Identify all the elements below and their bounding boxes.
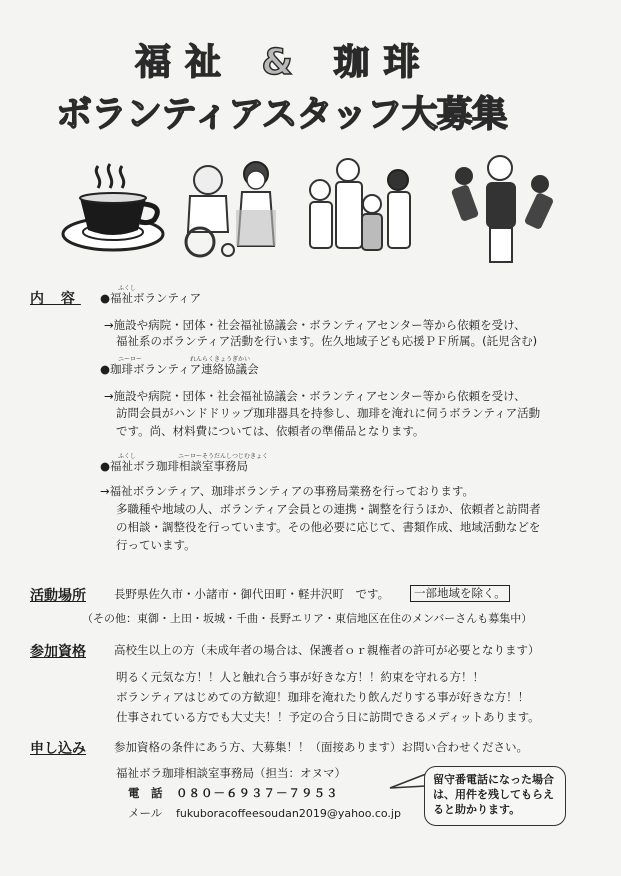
application-office: 福祉ボラ珈琲相談室事務局（担当：オヌマ） — [116, 766, 346, 780]
item3-title: ●福祉ボラ珈琲相談室事務局 — [100, 459, 249, 473]
mail-address[interactable]: fukuboracoffeesoudan2019@yahoo.co.jp — [176, 807, 401, 820]
qualification-line-4: 仕事されている方でも大丈夫！！予定の合う日に訪問できるメディットあります。 — [116, 710, 540, 724]
phone-number: ０８０－６９３７－７９５３ — [176, 786, 339, 800]
item2-line-3: です。尚、材料費については、依頼者の準備品となります。 — [116, 424, 425, 438]
location-label: 活動場所 — [30, 588, 86, 604]
elderly-caregiver-illustration — [170, 150, 290, 262]
coffee-cup-icon — [58, 160, 168, 255]
bubble-tail — [388, 772, 428, 792]
item1-line-2: 福祉系のボランティア活動を行います。佐久地域子ども応援ＰＦ所属。(託児含む) — [116, 334, 538, 348]
application-label: 申し込み — [30, 741, 86, 757]
item1-line-1: →施設や病院・団体・社会福祉協議会・ボランティアセンター等から依頼を受け、 — [104, 318, 526, 332]
item3-ruby-1: ふくし — [118, 453, 137, 460]
application-line-1: 参加資格の条件にあう方、大募集！！（面接あります）お問い合わせください。 — [114, 740, 528, 754]
item1-ruby: ふくし — [118, 285, 137, 292]
children-playing-illustration — [446, 148, 556, 266]
location-boxed-note: 一部地域を除く。 — [410, 585, 510, 602]
item2-line-2: 訪問会員がハンドドリップ珈琲器具を持参し、珈琲を淹れに伺うボランティア活動 — [116, 406, 541, 420]
item3-line-2: 多職種や地域の人、ボランティア会員との連携・調整を行うほか、依頼者と訪問者 — [116, 502, 541, 516]
item3-line-4: 行っています。 — [116, 538, 196, 552]
location-text: 長野県佐久市・小諸市・御代田町・軽井沢町 です。 — [114, 587, 390, 601]
item2-title: ●珈琲ボランティア連絡協議会 — [100, 362, 259, 376]
qualification-line-1: 高校生以上の方（未成年者の場合は、保護者ｏｒ親権者の許可が必要となります） — [114, 643, 540, 657]
qualification-label: 参加資格 — [30, 644, 86, 660]
qualification-line-2: 明るく元気な方！！人と触れ合う事が好きな方！！約束を守れる方！！ — [116, 670, 484, 684]
item3-line-1: →福祉ボランティア、珈琲ボランティアの事務局業務を行っております。 — [100, 484, 474, 498]
mail-label: メール — [128, 806, 163, 820]
qualification-line-3: ボランティアはじめての方歓迎！珈琲を淹れたり飲んだりする事が好きな方！！ — [116, 690, 530, 704]
voicemail-note-text: 留守番電話になった場合は、用件を残してもらえると助かります。 — [433, 773, 554, 816]
content-label: 内 容 — [30, 291, 81, 307]
item3-line-3: の相談・調整役を行っています。その他必要に応じて、書類作成、地域活動などを — [116, 520, 541, 534]
title-line-2: ボランティアスタッフ大募集 — [56, 94, 507, 135]
item1-title: ●福祉ボランティア — [100, 291, 202, 305]
phone-label: 電 話 — [128, 786, 163, 800]
location-other: （その他：東御・上田・坂城・千曲・長野エリア・東信地区在住のメンバーさんも募集中） — [82, 612, 533, 625]
family-group-illustration — [302, 150, 422, 262]
item2-ruby-2: れんらくきょうぎかい — [190, 356, 251, 363]
item3-ruby-2: ニーローそうだんしつじむきょく — [178, 453, 269, 460]
title-line-1: 福祉 & 珈琲 — [135, 42, 434, 83]
item2-ruby-1: ニーロー — [118, 356, 143, 363]
item2-line-1: →施設や病院・団体・社会福祉協議会・ボランティアセンター等から依頼を受け、 — [104, 389, 526, 403]
